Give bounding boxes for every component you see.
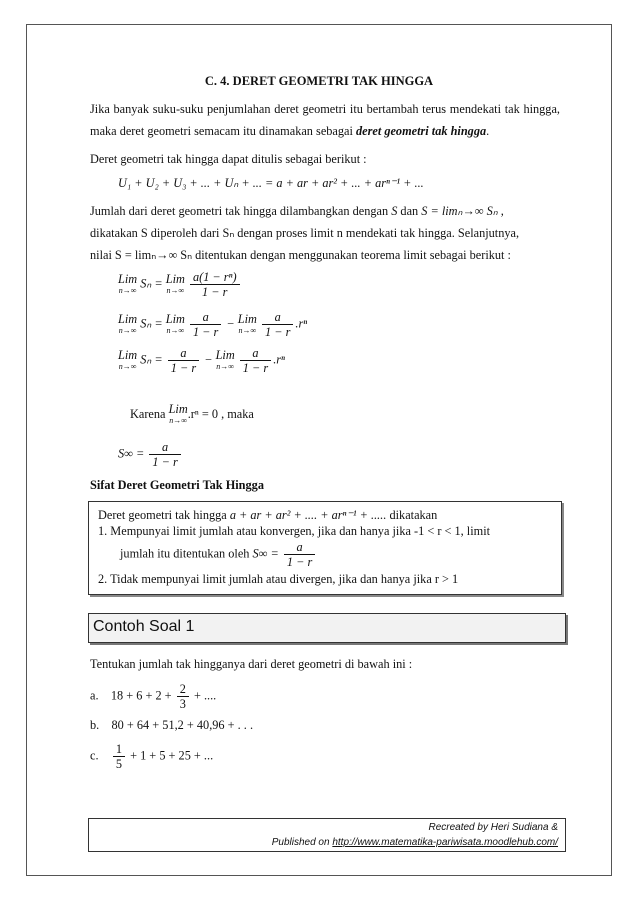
derivation-line-2: Lim n→∞ Sₙ = Lim n→∞ $\frac{a}{1 - r}$ − Lim n→∞ $\frac{a}{1 - r}$ .rⁿ — [118, 310, 308, 339]
problem-a-expr: 18 + 6 + 2 + — [110, 688, 172, 703]
problem-b-expr: 80 + 64 + 51,2 + 40,96 + . . . — [111, 718, 254, 732]
frac-numerator: a — [284, 540, 315, 555]
s-n: Sₙ — [140, 276, 152, 291]
lim-label: Lim — [237, 311, 257, 326]
frac-numerator: 1 — [113, 742, 125, 757]
lim-sub: n→∞ — [238, 325, 257, 335]
s-n: Sₙ — [140, 316, 152, 331]
derivation-line-1: Lim n→∞ Sₙ = Lim n→∞ $\frac{\text{a(1 − rⁿ)}}{1 - r}$ — [118, 270, 242, 299]
sifat-heading: Sifat Deret Geometri Tak Hingga — [90, 478, 264, 492]
sum-paragraph — [90, 200, 560, 222]
sifat-text-2: dikatakan — [386, 508, 438, 522]
lim-sub: n→∞ — [118, 325, 137, 335]
frac-denominator: 1 − r — [286, 555, 313, 569]
sifat-item-1: 1. Mempunyai limit jumlah atau konvergen, jika dan hanya jika -1 < r < 1, limit — [98, 524, 491, 538]
problem-a-tail: + .... — [193, 688, 217, 703]
contoh-question: Tentukan jumlah tak hingganya dari deret geometri di bawah ini : — [90, 657, 413, 671]
lim-label: Lim — [118, 271, 138, 286]
frac-numerator: a — [190, 310, 221, 325]
lim-label: Lim — [165, 271, 185, 286]
lim-label: Lim — [168, 402, 188, 416]
s-infinity-formula — [118, 440, 183, 469]
sifat-item-1b-text: jumlah itu ditentukan oleh — [120, 546, 253, 561]
problem-c-label: c. — [90, 748, 99, 763]
intro-paragraph — [90, 98, 560, 142]
sum-line-2: dikatakan S diperoleh dari Sₙ dengan proses limit n mendekati tak hingga. Selanjutnya, — [90, 226, 520, 240]
frac-denominator: 1 − r — [192, 325, 219, 339]
frac-denominator: 1 − r — [152, 455, 178, 469]
lim-sub: n→∞ — [166, 325, 185, 335]
s-infinity: S∞ = — [252, 546, 279, 561]
footer-credit: Recreated by Heri Sudiana & — [428, 822, 558, 833]
frac-denominator: 1 − r — [242, 361, 269, 375]
karena-text: Karena — [130, 406, 166, 421]
intro-period: . — [486, 124, 490, 138]
sum-definition: S = limₙ→∞ Sₙ , — [421, 204, 504, 218]
frac-numerator: a — [240, 346, 271, 361]
frac-numerator: a — [149, 440, 180, 455]
r-power-n: .rⁿ — [273, 352, 285, 367]
sum-line-3: nilai S = limₙ→∞ Sₙ ditentukan dengan menggunakan teorema limit sebagai berikut : — [90, 248, 511, 262]
footer-published-label: Published on — [271, 837, 333, 848]
lim-sub: n→∞ — [118, 361, 137, 371]
sum-symbol: S — [391, 204, 398, 218]
frac-denominator: 1 − r — [170, 361, 197, 375]
frac-numerator: a — [262, 310, 293, 325]
frac-numerator: a — [168, 346, 199, 361]
frac-numerator: 2 — [177, 682, 189, 697]
lim-sub: n→∞ — [216, 361, 234, 371]
problem-b — [90, 718, 253, 733]
frac-denominator: 3 — [179, 697, 186, 711]
karena-tail: .rⁿ = 0 , maka — [187, 406, 254, 421]
lim-label: Lim — [215, 347, 235, 362]
contoh-soal-title: Contoh Soal 1 — [93, 618, 195, 635]
problem-c — [90, 742, 213, 771]
footer-link[interactable]: http://www.matematika-pariwisata.moodlehub.com/ — [332, 837, 558, 848]
frac-denominator: 1 − r — [265, 325, 291, 339]
frac-denominator: 5 — [115, 757, 122, 771]
section-title: C. 4. DERET GEOMETRI TAK HINGGA — [204, 74, 434, 88]
frac-denominator: 1 − r — [202, 285, 228, 299]
frac-numerator: a(1 − rⁿ) — [190, 270, 240, 285]
lim-label: Lim — [165, 311, 185, 326]
sum-text-2: dan — [397, 204, 422, 218]
problem-a — [90, 682, 216, 711]
intro-text-1: Jika banyak suku-suku penjumlahan deret geometri itu bertambah terus mendekati tak hingga, maka deret geometri semacam itu dinamakan sebagai — [90, 102, 560, 138]
sifat-text-1: Deret geometri tak hingga — [98, 508, 230, 522]
sifat-line-1 — [98, 508, 437, 523]
s-n: Sₙ — [140, 352, 152, 367]
problem-a-label: a. — [90, 688, 99, 703]
footer-published — [272, 837, 558, 848]
s-infinity: S∞ = — [118, 446, 145, 461]
sum-text-1: Jumlah dari deret geometri tak hingga dilambangkan dengan — [90, 204, 392, 218]
lim-sub: n→∞ — [166, 285, 185, 295]
lim-sub: n→∞ — [169, 416, 187, 425]
lim-sub: n→∞ — [118, 285, 137, 295]
intro-term: deret geometri tak hingga — [355, 124, 487, 138]
sifat-item-2: 2. Tidak mempunyai limit jumlah atau divergen, jika dan hanya jika r > 1 — [98, 572, 459, 586]
problem-c-tail: + 1 + 5 + 25 + ... — [130, 748, 214, 763]
intro-line-2: Deret geometri tak hingga dapat ditulis sebagai berikut : — [90, 152, 367, 166]
r-power-n: .rⁿ — [295, 316, 308, 331]
problem-b-label: b. — [90, 718, 100, 732]
series-formula: U₁ + U₂ + U₃ + ... + Uₙ + ... = a + ar + ar² + ... + arⁿ⁻¹ + ... — [118, 176, 424, 190]
karena-line — [130, 403, 254, 427]
lim-label: Lim — [118, 347, 138, 362]
derivation-line-3: Lim n→∞ Sₙ = $\frac{a}{1 - r}$ − Lim n→∞ $\frac{a}{1 - r}$ .rⁿ — [118, 346, 285, 375]
lim-label: Lim — [118, 311, 138, 326]
sifat-item-1b — [120, 540, 317, 569]
sifat-series: a + ar + ar² + .... + arⁿ⁻¹ + ..... — [229, 508, 387, 522]
